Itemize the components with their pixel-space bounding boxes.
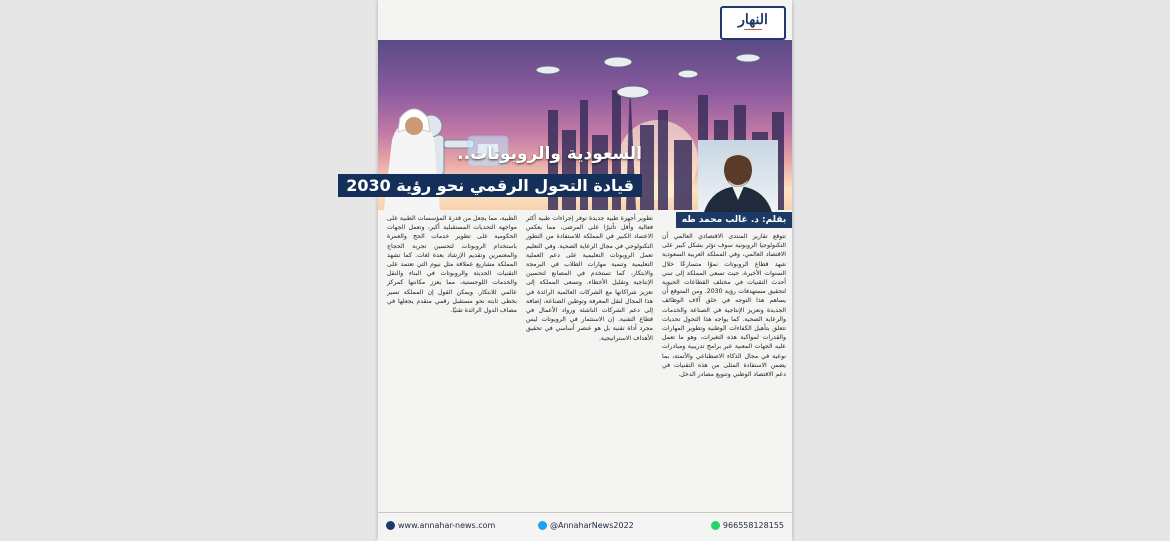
globe-icon bbox=[386, 521, 395, 530]
footer-whatsapp[interactable] bbox=[711, 521, 784, 530]
footer-twitter[interactable] bbox=[538, 521, 634, 530]
page-footer bbox=[378, 512, 792, 541]
article-column-2: تطوير أجهزة طبية جديدة توفر إجراءات طبية أكثر فعالية وأقل تأثيرًا على المرضى، مما يعكس الاعتماد الكبير في المملكة للاستفادة من التطور التكنولوجي في مجال الرعاية الصحية. وفي التعليم تعمل الروبوتات التعليمية على دعم العملية التعليمية وتنمية مهارات الطلاب في البرمجة والابتكار، كما تستخدم في المصانع لتحسين الإنتاجية وتقليل الأخطاء. وتسعى المملكة إلى تعزيز شراكاتها مع الشركات العالمية الرائدة في هذا المجال لنقل المعرفة وتوطين الصناعة، إضافة إلى دعم الشركات الناشئة ورواد الأعمال في قطاع التقنية. إن الاستثمار في الروبوتات ليس مجرد أداة تقنية بل هو عنصر أساسي في تحقيق الأهداف الاستراتيجية. bbox=[526, 215, 653, 342]
whatsapp-icon bbox=[711, 521, 720, 530]
article-column-1: تتوقع تقارير المنتدى الاقتصادي العالمي أن التكنولوجيا الروبوتية سوف تؤثر بشكل كبير على الاقتصاد العالمي، وفي المملكة العربية السعودية شهد قطاع الروبوتات نموًا متسارعًا خلال السنوات الأخيرة، حيث تسعى المملكة إلى تبني أحدث التقنيات في مختلف القطاعات الحيوية لتحقيق مستهدفات رؤية 2030. ومن المتوقع أن يساهم هذا التوجه في خلق آلاف الوظائف الجديدة وتعزيز الإنتاجية في الصناعة والخدمات والرعاية الصحية. كما يواجه هذا التحول تحديات تتعلق بتأهيل الكفاءات الوطنية وتطوير المهارات والقدرات لمواكبة هذه التغيرات، وهو ما تعمل عليه الجهات المعنية عبر برامج تدريبية ومبادرات نوعية في مجال الذكاء الاصطناعي والأتمتة، بما يضمن الاستفادة المثلى من هذه التقنيات في دعم الاقتصاد الوطني وتنويع مصادر الدخل. bbox=[662, 233, 786, 379]
headline-line-2: قيادة التحول الرقمي نحو رؤية 2030 bbox=[338, 174, 642, 197]
whatsapp-text: 966558128155 bbox=[722, 521, 784, 530]
headline-block bbox=[346, 140, 792, 212]
masthead bbox=[378, 0, 792, 40]
newspaper-page bbox=[346, 0, 792, 540]
article-column-3: الطبية، مما يجعل من قدرة المؤسسات الطبية على مواجهة التحديات المستقبلية أكبر، وتعمل الجهات الحكومية على تطوير خدمات الحج والعمرة باستخدام الروبوتات لتحسين تجربة الحجاج والمعتمرين وتقديم الإرشاد بعدة لغات. كما تشهد المملكة مشاريع عملاقة مثل نيوم التي تعتمد على التقنيات الحديثة والروبوتات في البناء والنقل والخدمات اللوجستية، مما يعزز مكانتها كمركز عالمي للابتكار. ويمكن القول إن المملكة تسير بخطى ثابتة نحو مستقبل رقمي متقدم يجعلها في مصاف الدول الرائدة تقنيًا. bbox=[387, 215, 517, 315]
logo-text: النهار bbox=[738, 11, 768, 28]
website-text: www.annahar-news.com bbox=[398, 521, 496, 530]
author-byline: بقلم: د. غالب محمد طه bbox=[676, 212, 792, 228]
headline-line-1: السعودية والروبوتات.. bbox=[457, 144, 642, 164]
twitter-text: @AnnaharNews2022 bbox=[550, 521, 634, 530]
logo-underline-icon: ━━━━━━ bbox=[743, 26, 763, 33]
twitter-icon bbox=[538, 521, 547, 530]
footer-website[interactable] bbox=[386, 521, 495, 530]
newspaper-logo[interactable] bbox=[720, 6, 786, 40]
